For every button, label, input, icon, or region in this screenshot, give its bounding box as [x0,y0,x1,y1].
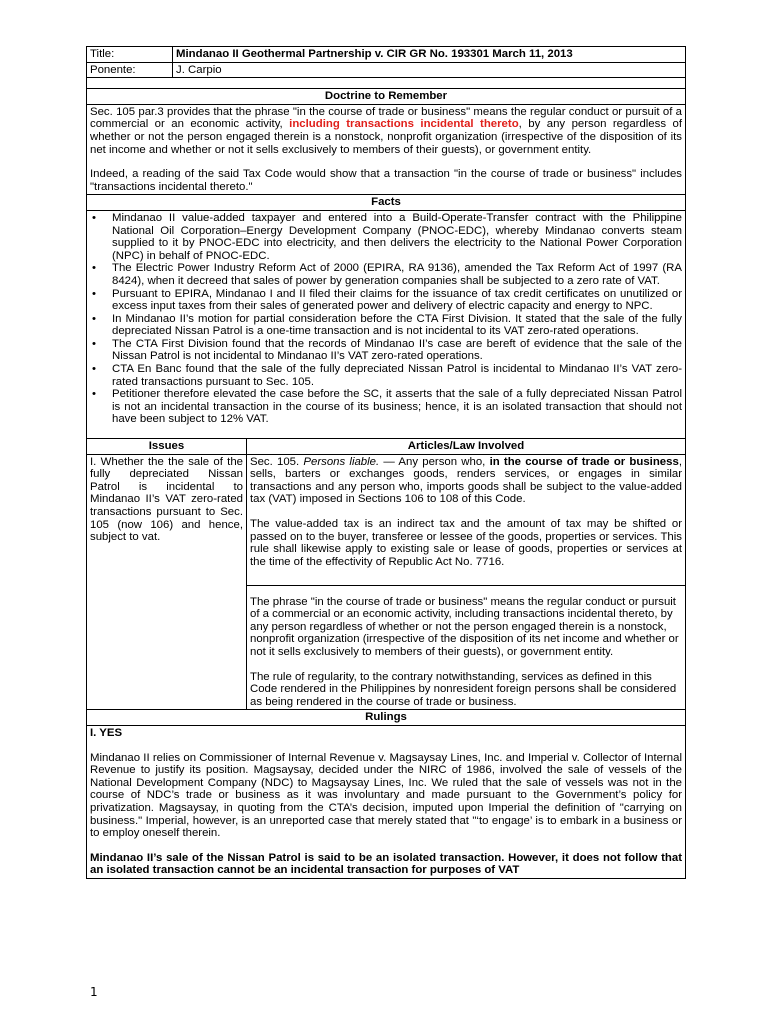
vat-indirect-paragraph: The value-added tax is an indirect tax and the amount of tax may be shifted or passed on to the buyer, transferee or lessee of the goods, properties or services. This rule shall likewise apply to existing sale or lease of goods, properties or services at the time of the effectivity of Republic Act No. 7716. [250,518,682,568]
doctrine-paragraph-2: Indeed, a reading of the said Tax Code would show that a transaction "in the course of trade or business" includes "transactions incidental thereto." [90,168,682,193]
issues-heading: Issues [87,439,247,455]
bullet-icon: • [92,312,96,325]
bullet-icon: • [92,363,96,376]
ponente-label: Ponente: [87,62,173,78]
fact-item: • The CTA First Division found that the records of Mindanao II’s case are bereft of evidence that the sale of the Nissan Patrol is not incidental to Mindanao II’s VAT zero-rated operations. [92,337,682,363]
bullet-icon: • [92,262,96,275]
issue-text: I. Whether the the sale of the fully depreciated Nissan Patrol is incidental to Mindanao II’s VAT zero-rated transactions pursuant to Sec. 105 (now 106) and hence, subject to vat. [87,454,247,710]
facts-heading: Facts [87,195,686,211]
articles-cell-2 [247,585,686,710]
rulings-heading: Rulings [87,710,686,726]
facts-body [87,210,686,438]
fact-item: • In Mindanao II’s motion for partial consideration before the CTA First Division. It stated that the sale of the fully depreciated Nissan Patrol is a one-time transaction and is not incidental to its VAT zero-rated operations. [92,312,682,338]
bullet-icon: • [92,388,96,401]
doctrine-heading: Doctrine to Remember [87,89,686,105]
fact-item: • Petitioner therefore elevated the case before the SC, it asserts that the sale of a fully depreciated Nissan Patrol is not an incidental transaction in the course of its business; hence, it is an isolated transaction that should not have been subject to 12% VAT. [92,388,682,426]
fact-item: • Pursuant to EPIRA, Mindanao I and II filed their claims for the issuance of tax credit certificates on unutilized or excess input taxes from their sales of generated power and delivery of electric capacity and energy to NPC. [92,287,682,313]
fact-item: • Mindanao II value-added taxpayer and entered into a Build-Operate-Transfer contract with the Philippine National Oil Corporation–Energy Development Company (PNOC-EDC), whereby Mindanao converts steam supplied to it by PNOC-EDC into electricity, and then delivers the electricity to the National Power Corporation (NPC) in behalf of PNOC-EDC. [92,211,682,262]
fact-item: • CTA En Banc found that the sale of the fully depreciated Nissan Patrol is incidental to Mindanao II’s VAT zero-rated transactions pursuant to Sec. 105. [92,363,682,388]
title-row [87,47,686,63]
rule-of-regularity-paragraph: The rule of regularity, to the contrary notwithstanding, services as defined in this Code rendered in the Philippines by nonresident foreign persons shall be considered as being rendered in the course of trade or business. [250,670,677,708]
bullet-icon: • [92,211,96,224]
ponente-row [87,62,686,78]
ponente-value: J. Carpio [173,62,686,78]
articles-cell-1 [247,454,686,585]
page-number: 1 [90,985,98,999]
spacer-row [87,78,686,89]
sec-105-paragraph: Sec. 105. Persons liable. — Any person who, in the course of trade or business, sells, barters or exchanges goods, renders services, or engages in similar transactions and any person who, imports goods shall be subject to the value-added tax (VAT) imposed in Sections 106 to 108 of this Code. [250,455,682,506]
ruling-answer: I. YES [90,726,123,739]
fact-item: • The Electric Power Industry Reform Act of 2000 (EPIRA, RA 9136), amended the Tax Reform Act of 1997 (RA 8424), when it decreed that sales of power by generation companies shall be subjected to a zero rate of VAT. [92,262,682,287]
doctrine-body [87,104,686,195]
ruling-paragraph-1: Mindanao II relies on Commissioner of Internal Revenue v. Magsaysay Lines, Inc. and Imperial v. Collector of Internal Revenue to justify its position. Magsaysay, decided under the NIRC of 1986, involved the sale of vessels of the National Development Company (NDC) to Magsaysay Lines, Inc. We ruled that the sale of vessels was not in the course of NDC’s trade or business as it was involuntary and made pursuant to the Government’s policy for privatization. Magsaysay, in quoting from the CTA’s decision, imputed upon Imperial the definition of "carrying on business." Imperial, however, is an unreported case that merely stated that "‘to engage’ is to embark in a business or to employ oneself therein. [90,751,682,840]
course-of-trade-paragraph: The phrase "in the course of trade or business" means the regular conduct or pursuit of a commercial or an economic activity, including transactions incidental thereto, by any person regardless of whether or not the person engaged therein is a nonstock, nonprofit organization (irrespective of the disposition of its net income and whether or not it sells exclusively to members of their guests), or government entity. [250,595,679,658]
title-value: Mindanao II Geothermal Partnership v. CIR GR No. 193301 March 11, 2013 [173,47,686,63]
rulings-body [87,725,686,878]
bullet-icon: • [92,287,96,300]
articles-heading: Articles/Law Involved [247,439,686,455]
bullet-icon: • [92,337,96,350]
doctrine-highlight: including transactions incidental thereto [289,118,519,131]
title-label: Title: [87,47,173,63]
case-digest-table [86,46,686,879]
ruling-paragraph-2: Mindanao II’s sale of the Nissan Patrol is said to be an isolated transaction. However, it does not follow that an isolated transaction cannot be an incidental transaction for purposes of VAT [90,851,682,877]
doctrine-paragraph-1: Sec. 105 par.3 provides that the phrase "in the course of trade or business" means the regular conduct or pursuit of a commercial or an economic activity, including transactions incidental thereto, by any person regardless of whether or not the person engaged therein is a nonstock, nonprofit organization (irrespective of the disposition of its net income and whether or not it sells exclusively to members of their guests), or government entity. [90,105,682,156]
facts-list [90,212,682,426]
